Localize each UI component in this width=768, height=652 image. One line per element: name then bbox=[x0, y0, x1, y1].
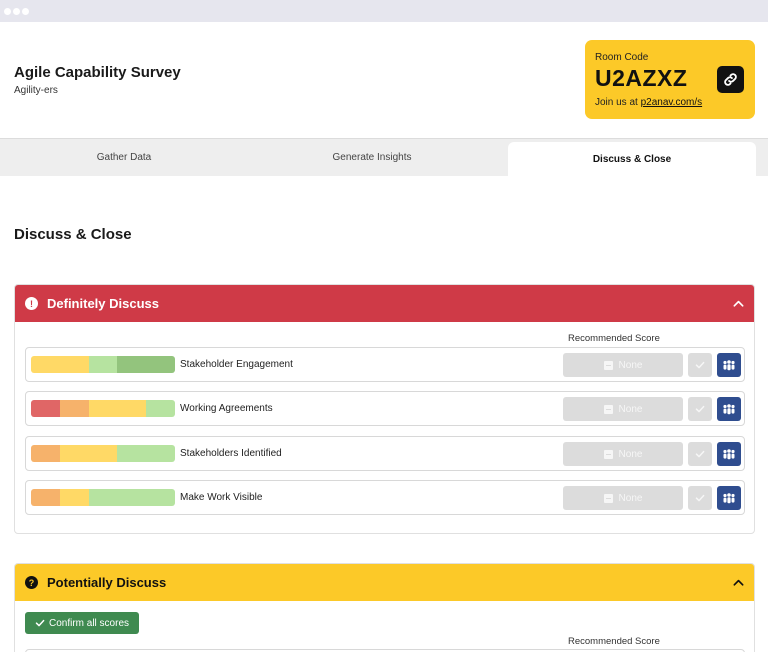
people-icon bbox=[722, 404, 736, 415]
tab-generate-insights[interactable]: Generate Insights bbox=[332, 151, 412, 163]
bar-segment bbox=[60, 445, 118, 462]
bar-segment bbox=[31, 356, 89, 373]
definitely-discuss-section bbox=[14, 284, 755, 534]
page-title: Agile Capability Survey bbox=[14, 64, 181, 81]
check-icon bbox=[695, 449, 705, 459]
discuss-button[interactable] bbox=[717, 353, 741, 377]
response-distribution-bar bbox=[31, 445, 175, 462]
score-value: None bbox=[618, 448, 643, 460]
tab-discuss-close[interactable]: Discuss & Close bbox=[508, 142, 756, 176]
chevron-up-icon[interactable] bbox=[732, 297, 745, 310]
discuss-button[interactable] bbox=[717, 486, 741, 510]
score-value: None bbox=[618, 359, 643, 371]
score-value: None bbox=[618, 403, 643, 415]
confirm-all-scores-button[interactable] bbox=[25, 612, 139, 634]
discuss-button[interactable] bbox=[717, 397, 741, 421]
tab-gather-data[interactable]: Gather Data bbox=[96, 151, 152, 163]
score-select[interactable] bbox=[563, 353, 683, 377]
list-item bbox=[25, 347, 745, 382]
potentially-discuss-header[interactable] bbox=[15, 564, 754, 601]
item-label: Working Agreements bbox=[180, 403, 273, 414]
score-select[interactable] bbox=[563, 397, 683, 421]
confirm-score-button[interactable] bbox=[688, 486, 712, 510]
check-icon bbox=[35, 618, 45, 628]
minus-icon bbox=[604, 450, 613, 459]
people-icon bbox=[722, 449, 736, 460]
score-select[interactable] bbox=[563, 486, 683, 510]
check-icon bbox=[695, 404, 705, 414]
bar-segment bbox=[117, 356, 175, 373]
minus-icon bbox=[604, 494, 613, 503]
list-item bbox=[25, 436, 745, 471]
window-dot-icon[interactable] bbox=[22, 8, 29, 15]
exclamation-icon: ! bbox=[25, 297, 38, 310]
item-label: Stakeholder Engagement bbox=[180, 359, 293, 370]
definitely-discuss-header[interactable] bbox=[15, 285, 754, 322]
question-icon: ? bbox=[25, 576, 38, 589]
bar-segment bbox=[31, 445, 60, 462]
bar-segment bbox=[31, 489, 60, 506]
bar-segment bbox=[89, 356, 118, 373]
people-icon bbox=[722, 493, 736, 504]
list-item bbox=[25, 480, 745, 515]
score-select[interactable] bbox=[563, 442, 683, 466]
bar-segment bbox=[117, 445, 175, 462]
response-distribution-bar bbox=[31, 356, 175, 373]
window-dot-icon[interactable] bbox=[13, 8, 20, 15]
join-prefix: Join us at bbox=[595, 97, 638, 108]
definitely-discuss-title: Definitely Discuss bbox=[47, 296, 159, 311]
page-header bbox=[0, 22, 768, 138]
room-code: U2AZXZ bbox=[595, 65, 688, 91]
minus-icon bbox=[604, 361, 613, 370]
confirm-score-button[interactable] bbox=[688, 442, 712, 466]
potentially-discuss-section bbox=[14, 563, 755, 652]
item-label: Stakeholders Identified bbox=[180, 448, 282, 459]
join-link[interactable]: p2anav.com/s bbox=[640, 97, 703, 108]
list-item bbox=[25, 391, 745, 426]
recommended-score-label: Recommended Score bbox=[568, 636, 660, 647]
bar-segment bbox=[31, 400, 60, 417]
check-icon bbox=[695, 493, 705, 503]
chevron-up-icon[interactable] bbox=[732, 576, 745, 589]
bar-segment bbox=[89, 489, 175, 506]
people-icon bbox=[722, 360, 736, 371]
link-icon[interactable] bbox=[717, 66, 744, 93]
confirm-all-label: Confirm all scores bbox=[48, 617, 130, 629]
minus-icon bbox=[604, 405, 613, 414]
confirm-score-button[interactable] bbox=[688, 353, 712, 377]
recommended-score-label: Recommended Score bbox=[568, 333, 660, 344]
bar-segment bbox=[60, 400, 89, 417]
response-distribution-bar bbox=[31, 400, 175, 417]
check-icon bbox=[695, 360, 705, 370]
response-distribution-bar bbox=[31, 489, 175, 506]
confirm-score-button[interactable] bbox=[688, 397, 712, 421]
discuss-button[interactable] bbox=[717, 442, 741, 466]
bar-segment bbox=[89, 400, 147, 417]
item-label: Make Work Visible bbox=[180, 492, 263, 503]
potentially-discuss-title: Potentially Discuss bbox=[47, 575, 167, 590]
score-value: None bbox=[618, 492, 643, 504]
tab-bar bbox=[0, 138, 768, 176]
team-name: Agility-ers bbox=[14, 85, 58, 96]
section-heading: Discuss & Close bbox=[14, 226, 132, 243]
room-code-label: Room Code bbox=[595, 52, 649, 63]
bar-segment bbox=[60, 489, 89, 506]
window-chrome bbox=[0, 0, 768, 22]
join-text bbox=[595, 97, 702, 108]
bar-segment bbox=[146, 400, 175, 417]
window-dot-icon[interactable] bbox=[4, 8, 11, 15]
room-code-card bbox=[585, 40, 755, 119]
